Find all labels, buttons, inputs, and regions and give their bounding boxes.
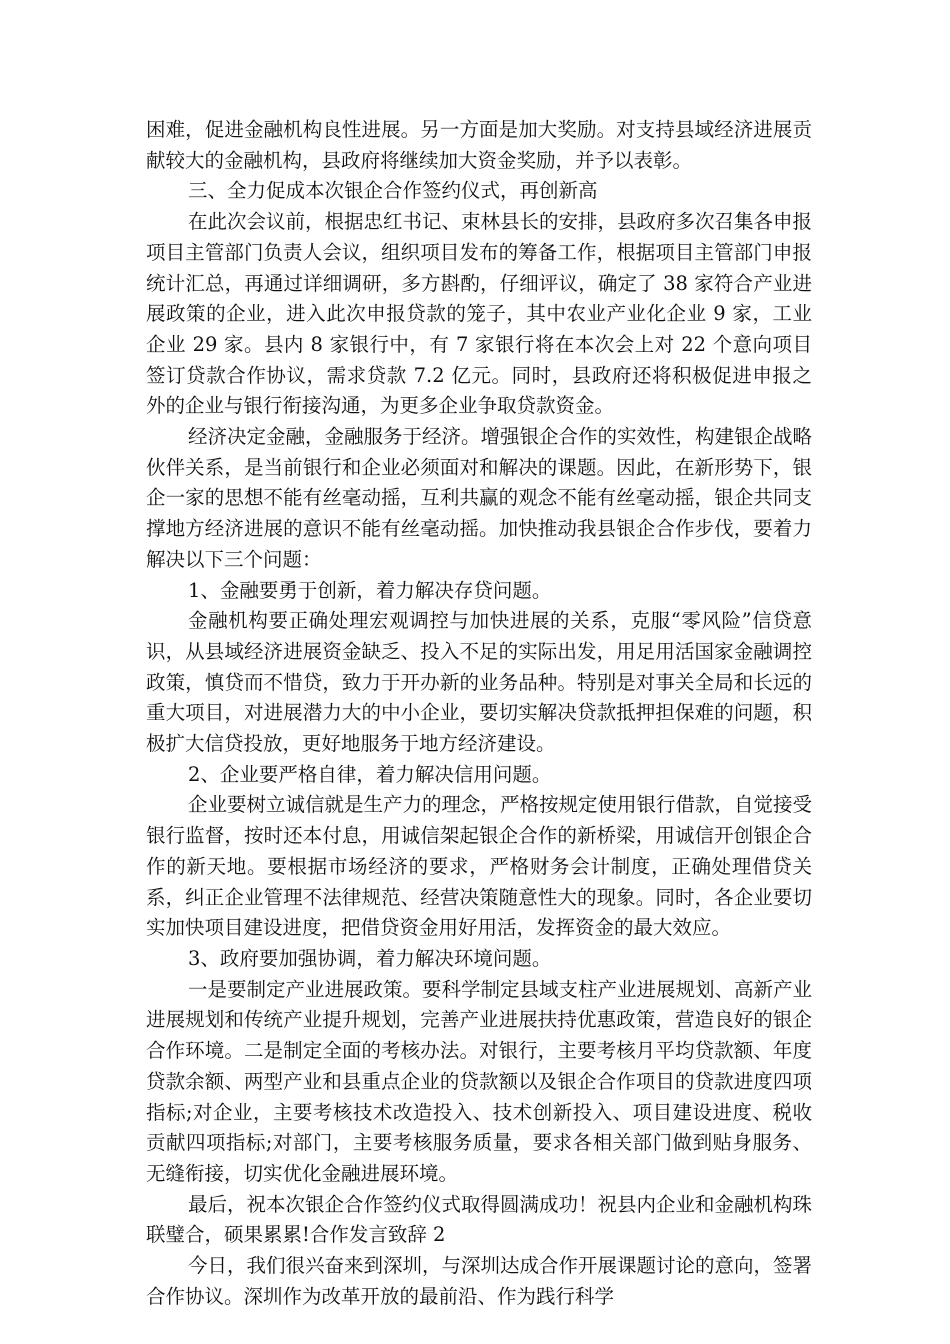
section-heading: 三、全力促成本次银企合作签约仪式，再创新高 [188,179,598,203]
paragraph: 最后，祝本次银企合作签约仪式取得圆满成功！祝县内企业和金融机构珠联璧合，硕果累累!合作发言致辞 2 [146,1192,813,1247]
paragraph: 企业要树立诚信就是生产力的理念，严格按规定使用银行借款，自觉接受银行监督，按时还本付息，用诚信架起银企合作的新桥梁，用诚信开创银企合作的新天地。要根据市场经济的要求，严格财务会计制度，正确处理借贷关系，纠正企业管理不法律规范、经营决策随意性大的现象。同时，各企业要切实加快项目建设进度，把借贷资金用好用活，发挥资金的最大效应。 [146,793,813,940]
document-page [146,115,812,1312]
subheading: 3、政府要加强协调，着力解决环境问题。 [188,946,552,970]
paragraph: 困难，促进金融机构良性进展。另一方面是加大奖励。对支持县域经济进展贡献较大的金融机构，县政府将继续加大资金奖励，并予以表彰。 [146,118,812,172]
paragraph: 在此次会议前，根据忠红书记、束林县长的安排，县政府多次召集各申报项目主管部门负责人会议，组织项目发布的筹备工作，根据项目主管部门申报统计汇总，再通过详细调研，多方斟酌，仔细评议，确定了 38 家符合产业进展政策的企业，进入此次申报贷款的笼子，其中农业产业化企业 9 家，工业企业 29 家。县内 8 家银行中，有 7 家银行将在本次会上对 22 个意向项目签订贷款合作协议，需求贷款 7.2 亿元。同时，县政府还将积极促进申报之外的企业与银行衔接沟通，为更多企业争取贷款资金。 [146,210,813,418]
paragraph: 金融机构要正确处理宏观调控与加快进展的关系，克服“零风险”信贷意识，从县域经济进展资金缺乏、投入不足的实际出发，用足用活国家金融调控政策，慎贷而不惜贷，致力于开办新的业务品种。特别是对事关全局和长远的重大项目，对进展潜力大的中小企业，要切实解决贷款抵押担保难的问题，积极扩大信贷投放，更好地服务于地方经济建设。 [146,609,812,756]
paragraph: 经济决定金融，金融服务于经济。增强银企合作的实效性，构建银企战略伙伴关系，是当前银行和企业必须面对和解决的课题。因此，在新形势下，银企一家的思想不能有丝毫动摇，互利共赢的观念不能有丝毫动摇，银企共同支撑地方经济进展的意识不能有丝毫动摇。加快推动我县银企合作步伐，要着力解决以下三个问题： [146,425,813,571]
paragraph: 一是要制定产业进展政策。要科学制定县域支柱产业进展规划、高新产业进展规划和传统产业提升规划，完善产业进展扶持优惠政策，营造良好的银企合作环境。二是制定全面的考核办法。对银行，主要考核月平均贷款额、年度贷款余额、两型产业和县重点企业的贷款额以及银企合作项目的贷款进度四项指标;对企业，主要考核技术改造投入、技术创新投入、项目建设进度、税收贡献四项指标;对部门，主要考核服务质量，要求各相关部门做到贴身服务、无缝衔接，切实优化金融进展环境。 [146,977,813,1185]
subheading: 1、金融要勇于创新，着力解决存贷问题。 [188,578,552,602]
paragraph: 今日，我们很兴奋来到深圳，与深圳达成合作开展课题讨论的意向，签署合作协议。深圳作为改革开放的最前沿、作为践行科学 [146,1254,813,1308]
subheading: 2、企业要严格自律，着力解决信用问题。 [188,762,552,786]
